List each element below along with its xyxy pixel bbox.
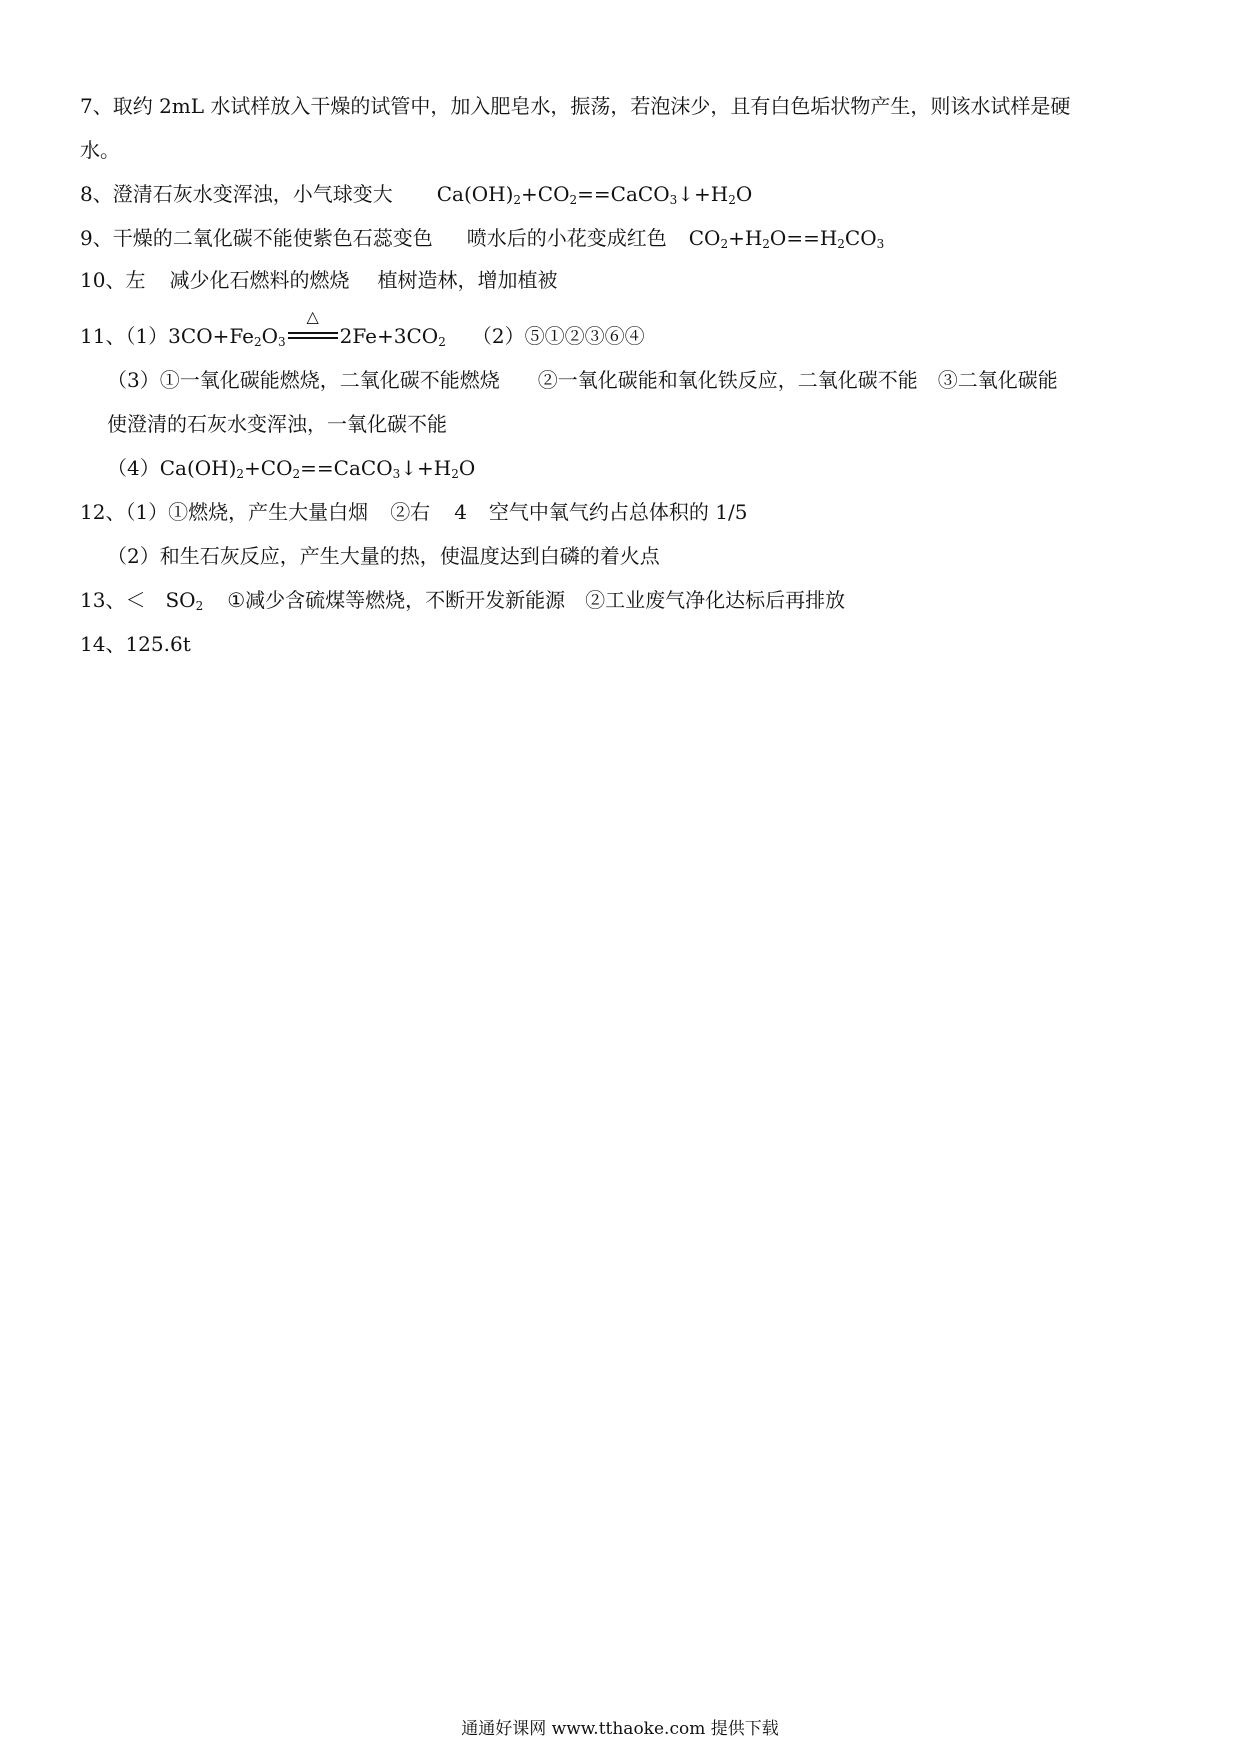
answer-13-prefix: 13、＜ (80, 588, 146, 612)
answer-7-text: 7、取约 2mL 水试样放入干燥的试管中，加入肥皂水，振荡，若泡沫少，且有白色垢状物产生，则该水试样是硬 (80, 94, 1071, 118)
answer-12-line-2 (107, 543, 660, 569)
answer-10-text-3: 植树造林，增加植被 (377, 268, 558, 292)
answer-14-text: 14、125.6t (80, 632, 191, 656)
answer-9-text: 9、干燥的二氧化碳不能使紫色石蕊变色 (80, 226, 433, 250)
page-footer (0, 1718, 1240, 1740)
answer-9-equation: $CO_2+H_2O==H_2CO_3$ (688, 226, 885, 251)
answer-13-part-a: ①减少含硫煤等燃烧，不断开发新能源 (227, 588, 566, 612)
answer-12-part-1a: 12、（1）①燃烧，产生大量白烟 (80, 500, 369, 524)
answer-10-text-2: 减少化石燃料的燃烧 (169, 268, 350, 292)
answer-12-part-1c: 4 (454, 500, 467, 524)
answer-12-part-2: （2）和生石灰反应，产生大量的热，使温度达到白磷的着火点 (107, 544, 660, 568)
answer-13-part-b: ②工业废气净化达标后再排放 (585, 588, 846, 612)
answer-7-text-cont: 水。 (80, 138, 120, 162)
answer-11-part-4 (107, 455, 475, 481)
answer-9 (80, 225, 884, 251)
answer-10 (80, 267, 557, 293)
answer-7-line-1 (80, 93, 1070, 119)
answer-8-equation: $Ca(OH)_2+CO_2==CaCO_3↓+H_2O$ (436, 182, 753, 207)
answer-11-equation: 11、$(1)3CO+Fe_2O_3$ △ $2Fe+3CO_2$ (80, 307, 446, 349)
answer-10-text: 10、左 (80, 268, 146, 292)
answer-11-part-3a: （3）①一氧化碳能燃烧，二氧化碳不能燃烧 (107, 368, 500, 392)
answer-12-line-1 (80, 499, 747, 525)
answer-11-part-3c: ③二氧化碳能 (937, 368, 1058, 392)
answer-8 (80, 181, 752, 207)
answer-12-part-1d: 空气中氧气约占总体积的 1/5 (488, 500, 748, 524)
answer-11-part-3b: ②一氧化碳能和氧化铁反应，二氧化碳不能 (537, 368, 918, 392)
answer-9-text-2: 喷水后的小花变成红色 (466, 226, 667, 250)
answer-14 (80, 631, 191, 657)
footer-text: 通通好课网 www.tthaoke.com 提供下载 (461, 1719, 779, 1739)
answer-11-part-4-equation: $(4)Ca(OH)_2+CO_2==CaCO_3↓+H_2O$ (107, 456, 476, 481)
answer-8-text: 8、澄清石灰水变浑浊，小气球变大 (80, 182, 393, 206)
answer-13 (80, 587, 845, 613)
answer-11-part-3-cont: 使澄清的石灰水变浑浊，一氧化碳不能 (107, 412, 447, 436)
heat-triangle-icon: △ (306, 307, 319, 326)
answer-11-part-1-2 (80, 307, 645, 349)
answer-11-part-3-line-2 (107, 411, 447, 437)
answer-11-part-3-line-1 (107, 367, 1058, 393)
answer-12-part-1b: ②右 (390, 500, 431, 524)
answer-7-line-2 (80, 137, 120, 163)
answer-13-so2: $SO_2$ (165, 588, 204, 613)
reaction-condition (288, 307, 338, 349)
answer-11-part-2: （2）⑤①②③⑥④ (471, 324, 645, 348)
